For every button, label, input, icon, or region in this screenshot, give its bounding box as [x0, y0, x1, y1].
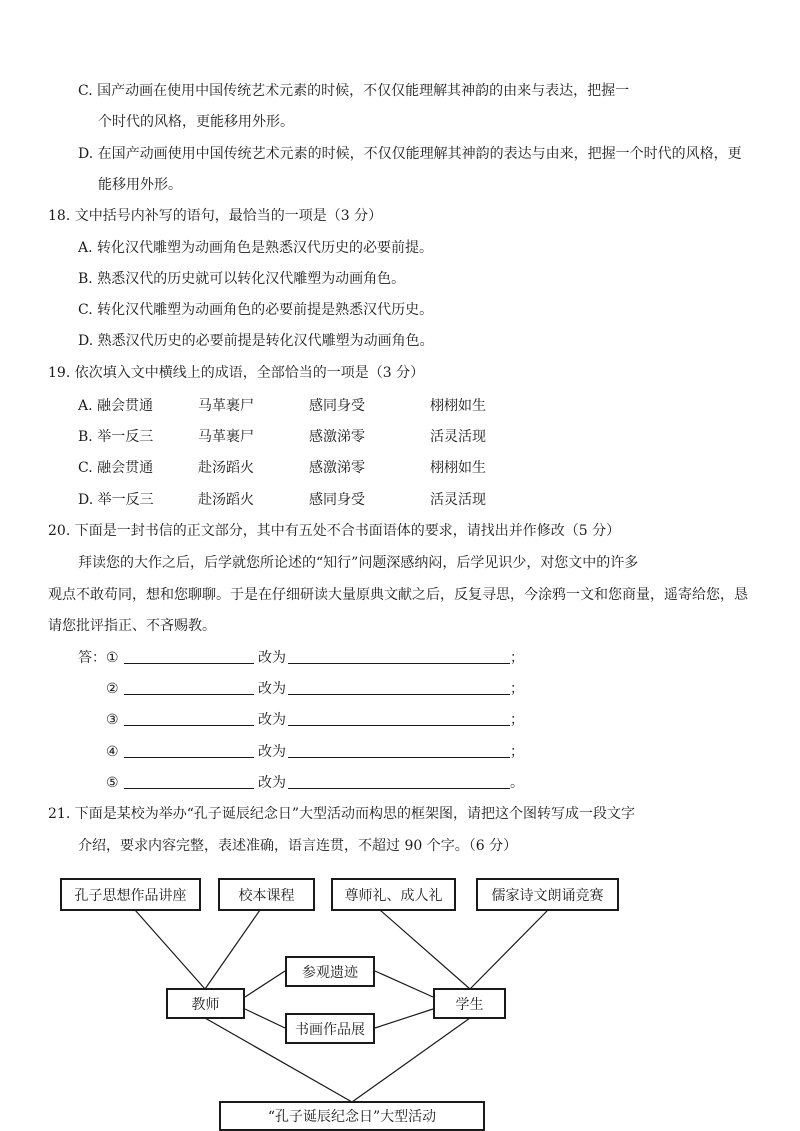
q18-option-d: D. 熟悉汉代历史的必要前提是转化汉代雕塑为动画角色。 [78, 333, 434, 349]
change-label: 改为 [258, 744, 286, 760]
connector-line [135, 910, 205, 989]
q19-a-idiom4: 栩栩如生 [430, 398, 486, 414]
q18-stem: 18. 文中括号内补写的语句，最恰当的一项是（3 分） [48, 208, 383, 224]
q19-b-idiom4: 活灵活现 [430, 429, 486, 445]
q19-b-idiom3: 感激涕零 [309, 429, 365, 445]
diagram-box-teacher: 教师 [166, 988, 245, 1019]
q19-c-idiom2: 赴汤蹈火 [198, 460, 254, 476]
answer-number: ⑤ [106, 775, 119, 791]
answer-end-punct: ； [510, 650, 524, 666]
q20-paragraph-line3: 请您批评指正、不吝赐教。 [48, 618, 216, 634]
q21-stem-line2: 介绍，要求内容完整，表述准确，语言连贯，不超过 90 个字。（6 分） [78, 838, 518, 854]
q17-option-d-line1: D. 在国产动画使用中国传统艺术元素的时候，不仅仅能理解其神韵的表达与由来，把握一个时代的风格，更 [78, 146, 742, 162]
answer-number: ④ [106, 744, 119, 760]
diagram-box-student: 学生 [433, 988, 506, 1019]
connector-line [375, 971, 433, 997]
connector-line [380, 910, 470, 989]
answer-end-punct: ； [510, 744, 524, 760]
diagram-box-ceremony: 尊师礼、成人礼 [331, 878, 456, 911]
q19-stem: 19. 依次填入文中横线上的成语，全部恰当的一项是（3 分） [48, 365, 425, 381]
connector-line [375, 1009, 433, 1028]
q20-paragraph-line2: 观点不敢苟同，想和您聊聊。于是在仔细研读大量原典文献之后，反复寻思，今涂鸦一文和您商量，遥寄给您，恳 [48, 587, 748, 603]
diagram-box-main-event: “孔子诞辰纪念日”大型活动 [219, 1101, 485, 1131]
answer-end-punct: ； [510, 681, 524, 697]
change-label: 改为 [258, 775, 286, 791]
connector-line [470, 910, 548, 989]
q19-d-idiom2: 赴汤蹈火 [198, 492, 254, 508]
q19-a-idiom2: 马革裹尸 [198, 398, 254, 414]
diagram-box-school-course: 校本课程 [218, 878, 315, 911]
answer-number: ③ [106, 712, 119, 728]
q19-a-idiom3: 感同身受 [309, 398, 365, 414]
diagram-box-visit-relics: 参观遗迹 [285, 956, 375, 987]
change-label: 改为 [258, 681, 286, 697]
connector-line [245, 1009, 285, 1028]
q17-option-d-line2: 能移用外形。 [98, 177, 182, 193]
q19-d-idiom4: 活灵活现 [430, 492, 486, 508]
q19-d-idiom3: 感同身受 [309, 492, 365, 508]
q19-b-idiom2: 马革裹尸 [198, 429, 254, 445]
connector-line [245, 971, 285, 997]
answer-number: ② [106, 681, 119, 697]
q19-d-idiom1: D. 举一反三 [78, 492, 154, 508]
q18-option-c: C. 转化汉代雕塑为动画角色的必要前提是熟悉汉代历史。 [78, 302, 434, 318]
change-label: 改为 [258, 712, 286, 728]
q19-c-idiom3: 感激涕零 [309, 460, 365, 476]
q20-stem: 20. 下面是一封书信的正文部分，其中有五处不合书面语体的要求，请找出并作修改（5 分） [48, 523, 621, 539]
q19-a-idiom1: A. 融会贯通 [78, 398, 154, 414]
q21-stem-line1: 21. 下面是某校为举办“孔子诞辰纪念日”大型活动而构思的框架图，请把这个图转写成一段文字 [48, 806, 636, 822]
q18-option-a: A. 转化汉代雕塑为动画角色是熟悉汉代历史的必要前提。 [78, 240, 434, 256]
answer-end-punct: 。 [510, 775, 524, 791]
connector-line [205, 910, 260, 989]
answer-label: 答： [78, 650, 106, 666]
answer-end-punct: ； [510, 712, 524, 728]
q20-paragraph-line1: 拜读您的大作之后，后学就您所论述的“知行”问题深感纳闷，后学见识少，对您文中的许多 [78, 555, 639, 571]
diagram-box-recitation-contest: 儒家诗文朗诵竞赛 [476, 878, 619, 911]
answer-number: ① [106, 650, 119, 666]
diagram-box-lecture: 孔子思想作品讲座 [60, 878, 201, 911]
q19-b-idiom1: B. 举一反三 [78, 429, 154, 445]
q17-option-c-line1: C. 国产动画在使用中国传统艺术元素的时候，不仅仅能理解其神韵的由来与表达，把握一 [78, 83, 630, 99]
q18-option-b: B. 熟悉汉代的历史就可以转化汉代雕塑为动画角色。 [78, 271, 406, 287]
change-label: 改为 [258, 650, 286, 666]
q19-c-idiom1: C. 融会贯通 [78, 460, 154, 476]
diagram-box-art-exhibition: 书画作品展 [285, 1013, 375, 1044]
q17-option-c-line2: 个时代的风格，更能移用外形。 [98, 114, 294, 130]
q19-c-idiom4: 栩栩如生 [430, 460, 486, 476]
